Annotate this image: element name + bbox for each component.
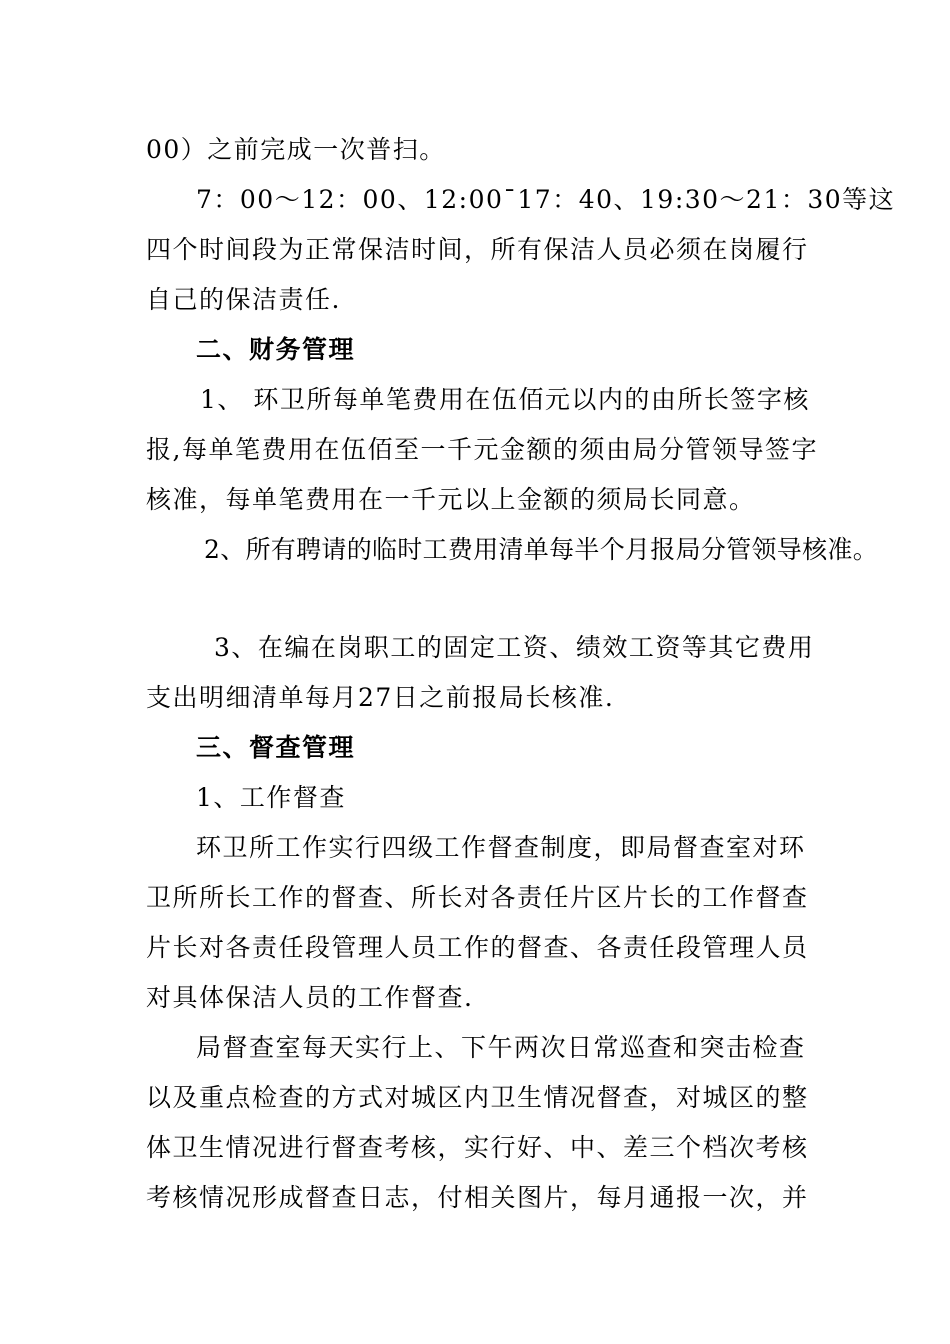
section-heading-supervision: 三、督查管理: [196, 733, 356, 762]
text-line: 自己的保洁责任.: [146, 285, 341, 314]
text-line: 片长对各责任段管理人员工作的督查、各责任段管理人员: [146, 933, 809, 962]
text-line: 考核情况形成督查日志，付相关图片，每月通报一次，并: [146, 1183, 809, 1212]
text-line: 体卫生情况进行督查考核，实行好、中、差三个档次考核: [146, 1133, 809, 1162]
text-line: 支出明细清单每月27日之前报局长核准.: [146, 683, 615, 712]
text-line: 7：00～12：00、12:00¯17：40、19:30～21：30等这: [196, 185, 896, 214]
text-line: 1、 环卫所每单笔费用在伍佰元以内的由所长签字核: [200, 385, 810, 414]
text-line: 3、在编在岗职工的固定工资、绩效工资等其它费用: [214, 633, 815, 662]
text-line: 报,每单笔费用在伍佰至一千元金额的须由局分管领导签字: [146, 435, 818, 464]
text-line: 对具体保洁人员的工作督查.: [146, 983, 474, 1012]
text-line: 核准，每单笔费用在一千元以上金额的须局长同意。: [146, 485, 756, 514]
text-line: 以及重点检查的方式对城区内卫生情况督查，对城区的整: [146, 1083, 809, 1112]
text-line: 2、所有聘请的临时工费用清单每半个月报局分管领导核准。: [204, 535, 879, 564]
text-line: 00）之前完成一次普扫。: [146, 135, 446, 164]
text-line: 局督查室每天实行上、下午两次日常巡查和突击检查: [196, 1033, 806, 1062]
subsection-heading: 1、工作督查: [196, 783, 346, 812]
text-line: 四个时间段为正常保洁时间，所有保洁人员必须在岗履行: [146, 235, 809, 264]
section-heading-finance: 二、财务管理: [196, 335, 356, 364]
text-line: 环卫所工作实行四级工作督查制度，即局督查室对环: [196, 833, 806, 862]
text-line: 卫所所长工作的督查、所长对各责任片区片长的工作督查: [146, 883, 809, 912]
